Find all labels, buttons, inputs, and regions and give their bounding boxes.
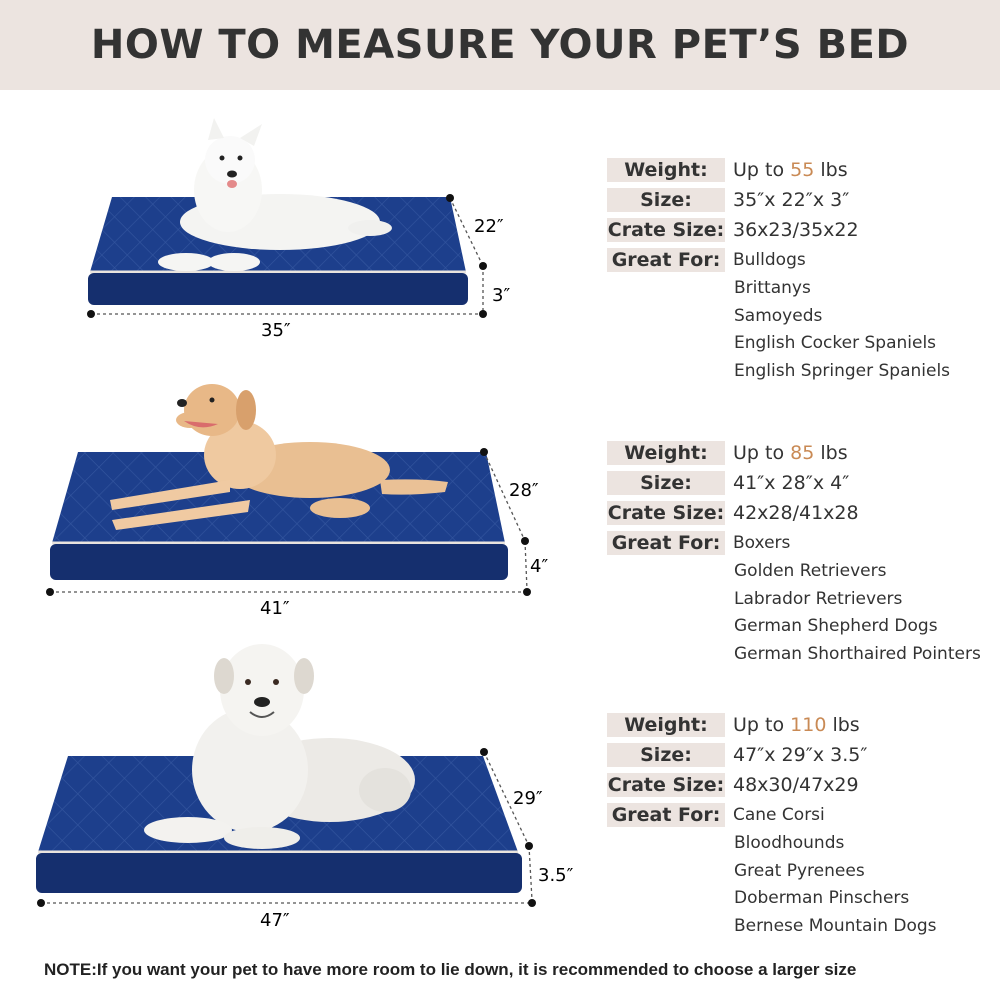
size-value: 47″x 29″x 3.5″ <box>733 744 868 766</box>
crate-label: Crate Size: <box>607 774 725 796</box>
great-label: Great For: <box>607 248 725 272</box>
height-label: 4″ <box>530 556 549 577</box>
breed-item: Bloodhounds <box>734 833 845 853</box>
size-value: 41″x 28″x 4″ <box>733 472 850 494</box>
breed-item: German Shorthaired Pointers <box>734 643 981 664</box>
breed-item: Cane Corsi <box>733 805 825 825</box>
breed-item: Boxers <box>733 533 791 553</box>
weight-value: Up to 110 lbs <box>733 714 860 736</box>
page-title: HOW TO MEASURE YOUR PET’S BED <box>90 22 910 68</box>
breed-item: Doberman Pinschers <box>734 888 910 908</box>
breed-item: Labrador Retrievers <box>734 588 903 609</box>
weight-row <box>607 710 937 740</box>
great-label: Great For: <box>607 803 725 827</box>
bed-side <box>36 853 522 893</box>
weight-value: Up to 55 lbs <box>733 159 848 181</box>
length-label: 47″ <box>260 910 290 931</box>
length-label: 35″ <box>261 320 291 341</box>
size-label: Size: <box>607 743 725 767</box>
breed-item: Great Pyrenees <box>734 860 865 881</box>
size-label: Size: <box>607 188 725 212</box>
height-label: 3.5″ <box>538 865 574 886</box>
weight-value: Up to 85 lbs <box>733 442 848 464</box>
width-label: 22″ <box>474 216 504 237</box>
size-row <box>607 740 937 770</box>
breed-item: Samoyeds <box>734 305 823 326</box>
crate-label: Crate Size: <box>607 219 725 241</box>
crate-value: 42x28/41x28 <box>733 502 859 524</box>
weight-label: Weight: <box>607 441 725 465</box>
width-label: 29″ <box>513 788 543 809</box>
breed-item: Bulldogs <box>733 250 806 270</box>
breed-item: Brittanys <box>734 278 811 298</box>
length-label: 41″ <box>260 598 290 619</box>
crate-value: 36x23/35x22 <box>733 219 859 241</box>
great-row <box>607 800 937 830</box>
great-label: Great For: <box>607 531 725 555</box>
weight-label: Weight: <box>607 158 725 182</box>
crate-value: 48x30/47x29 <box>733 774 859 796</box>
breed-item: German Shepherd Dogs <box>734 616 938 636</box>
breed-item: Golden Retrievers <box>734 561 887 581</box>
width-label: 28″ <box>509 480 539 501</box>
height-label: 3″ <box>492 285 511 306</box>
breed-item: English Cocker Spaniels <box>734 333 937 353</box>
crate-row <box>607 770 937 800</box>
size-value: 35″x 22″x 3″ <box>733 189 850 211</box>
weight-label: Weight: <box>607 713 725 737</box>
breed-item: English Springer Spaniels <box>734 360 951 381</box>
size-label: Size: <box>607 471 725 495</box>
breed-item: Bernese Mountain Dogs <box>734 915 937 936</box>
crate-label: Crate Size: <box>607 502 725 524</box>
footnote: NOTE:If you want your pet to have more room to lie down, it is recommended to choose a larger size <box>44 960 857 979</box>
spec-panel-large <box>607 710 937 940</box>
